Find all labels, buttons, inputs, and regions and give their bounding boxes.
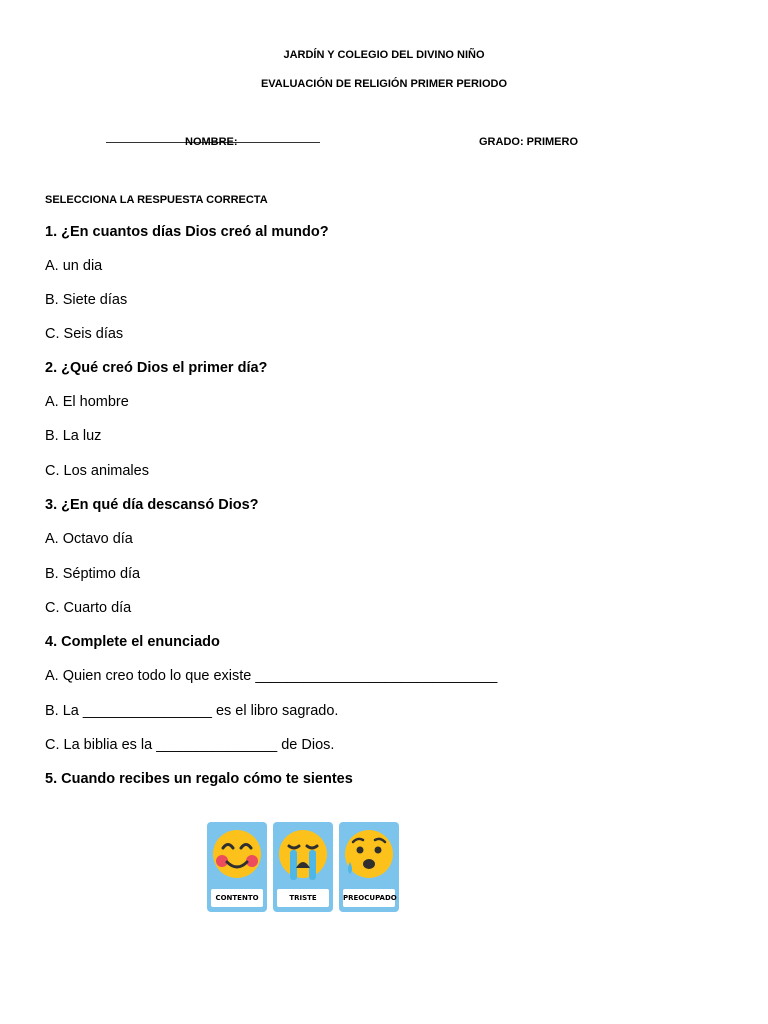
exam-title: EVALUACIÓN DE RELIGIÓN PRIMER PERIODO	[260, 78, 508, 90]
instruction: SELECCIONA LA RESPUESTA CORRECTA	[45, 194, 268, 206]
name-label: NOMBRE:	[185, 136, 238, 148]
option-2a: A. El hombre	[45, 394, 129, 410]
question-5: 5. Cuando recibes un regalo cómo te sientes	[45, 771, 353, 787]
emotion-label-happy: CONTENTO	[211, 889, 263, 907]
question-3: 3. ¿En qué día descansó Dios?	[45, 497, 259, 513]
question-2: 2. ¿Qué creó Dios el primer día?	[45, 360, 268, 376]
option-3c: C. Cuarto día	[45, 600, 132, 616]
worried-face-icon	[343, 826, 395, 884]
option-1a: A. un dia	[45, 258, 103, 274]
statement-4a: A. Quien creo todo lo que existe ______________________________	[45, 668, 498, 684]
option-3b: B. Séptimo día	[45, 566, 141, 582]
emotion-card-worried[interactable]	[339, 822, 399, 912]
option-2c: C. Los animales	[45, 463, 149, 479]
option-2b: B. La luz	[45, 428, 102, 444]
statement-4b: B. La ________________ es el libro sagrado.	[45, 703, 339, 719]
school-title: JARDÍN Y COLEGIO DEL DIVINO NIÑO	[283, 49, 485, 61]
option-1c: C. Seis días	[45, 326, 124, 342]
crying-face-icon	[277, 826, 329, 884]
grade-label: GRADO: PRIMERO	[479, 136, 578, 148]
question-4: 4. Complete el enunciado	[45, 634, 220, 650]
statement-4c: C. La biblia es la _______________ de Dios.	[45, 737, 335, 753]
emotion-label-sad: TRISTE	[277, 889, 329, 907]
question-1: 1. ¿En cuantos días Dios creó al mundo?	[45, 224, 329, 240]
happy-face-icon	[211, 826, 263, 884]
emotion-card-sad[interactable]	[273, 822, 333, 912]
emotion-label-worried: PREOCUPADO	[343, 889, 395, 907]
option-1b: B. Siete días	[45, 292, 128, 308]
option-3a: A. Octavo día	[45, 531, 133, 547]
emotion-card-happy[interactable]	[207, 822, 267, 912]
